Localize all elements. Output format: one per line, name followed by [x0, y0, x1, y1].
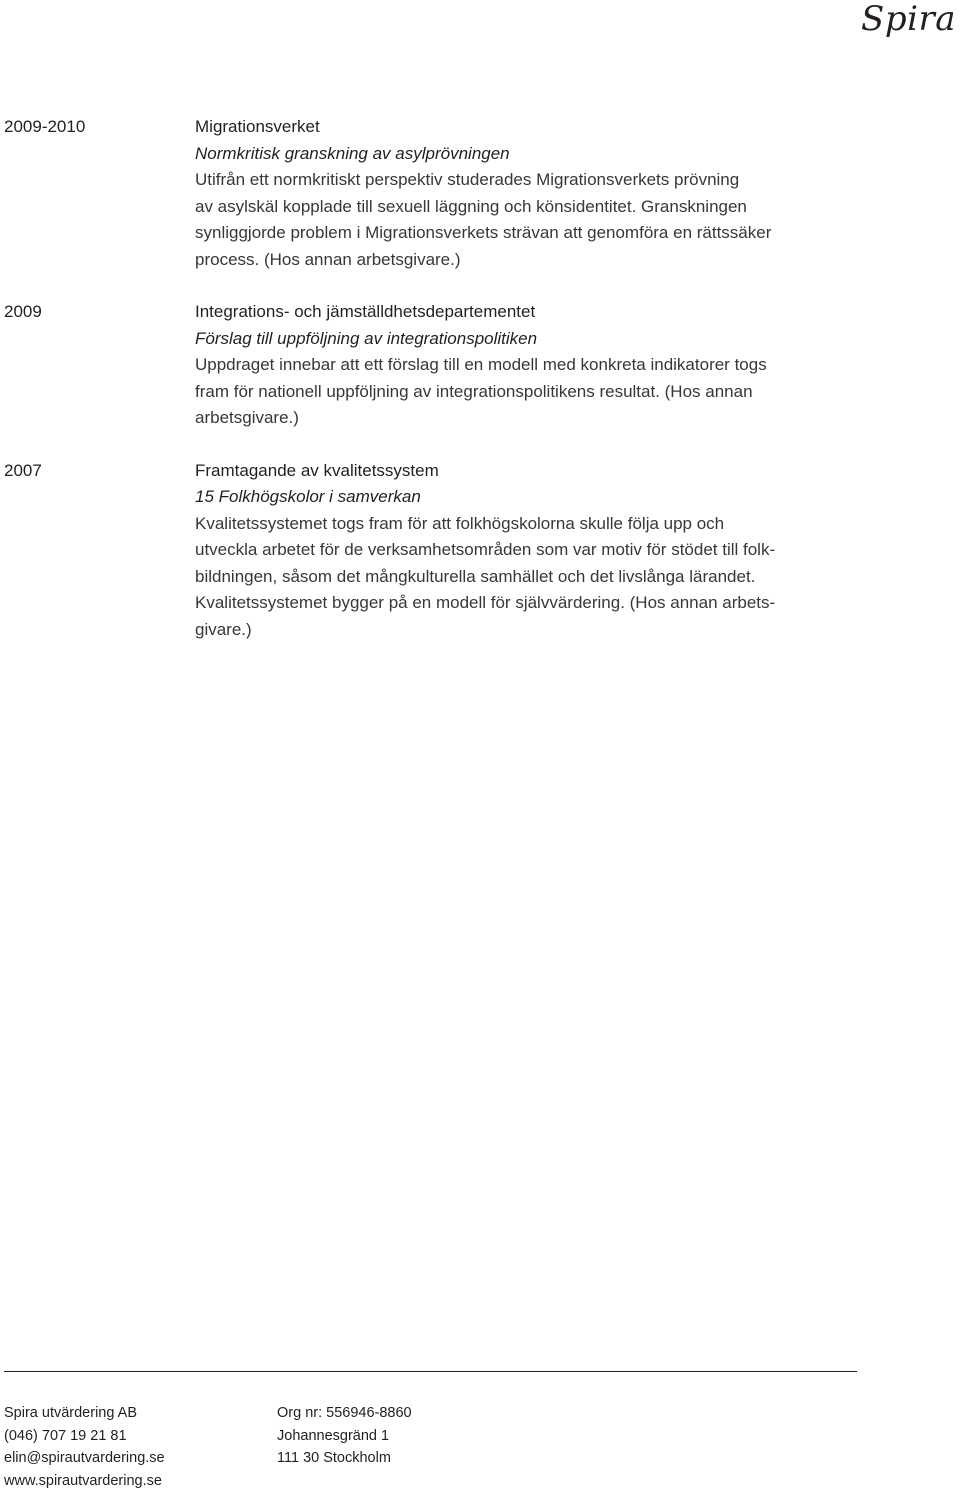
description-line: fram för nationell uppföljning av integrationspolitikens resultat. (Hos annan	[195, 381, 753, 401]
project-description	[195, 511, 855, 644]
company-name: Spira utvärdering AB	[4, 1405, 137, 1421]
description-line: synliggjorde problem i Migrationsverkets strävan att genomföra en rättssäker	[195, 223, 772, 242]
project-description	[195, 352, 855, 432]
project-description	[195, 167, 855, 273]
email-link[interactable]: elin@spirautvardering.se	[4, 1450, 165, 1466]
project-subtitle: 15 Folkhögskolor i samverkan	[195, 487, 421, 506]
street-address: Johannesgränd 1	[277, 1427, 390, 1444]
website-link[interactable]: www.spirautvardering.se	[4, 1472, 162, 1489]
footer-contact	[4, 1402, 165, 1492]
project-list	[0, 114, 960, 669]
project-subtitle: Förslag till uppföljning av integrationspolitiken	[195, 328, 538, 348]
project-subtitle: Normkritisk granskning av asylprövningen	[195, 143, 510, 163]
project-entry	[0, 114, 960, 273]
description-line: Kvalitetssystemet togs fram för att folkhögskolorna skulle följa upp och	[195, 513, 725, 533]
project-title: Integrations- och jämställdhetsdepartementet	[195, 302, 536, 321]
description-line: Kvalitetssystemet bygger på en modell för självvärdering. (Hos annan arbets-	[195, 593, 776, 612]
description-line: Uppdraget innebar att ett förslag till en modell med konkreta indikatorer togs	[195, 355, 767, 374]
project-body	[195, 299, 855, 432]
project-year: 2009-2010	[4, 117, 86, 136]
project-entry	[0, 299, 960, 432]
project-entry	[0, 458, 960, 644]
project-title: Framtagande av kvalitetssystem	[195, 460, 439, 480]
org-number: Org nr: 556946-8860	[277, 1405, 412, 1421]
project-title: Migrationsverket	[195, 117, 320, 136]
project-year: 2009	[4, 302, 42, 321]
description-line: av asylskäl kopplade till sexuell läggning och könsidentitet. Granskningen	[195, 196, 747, 216]
spira-logo: Spira	[861, 0, 956, 39]
footer-divider	[4, 1371, 857, 1372]
phone-number: (046) 707 19 21 81	[4, 1427, 127, 1444]
postal-city: 111 30 Stockholm	[277, 1450, 391, 1466]
description-line: bildningen, såsom det mångkulturella samhället och det livslånga lärandet.	[195, 566, 756, 586]
project-year: 2007	[4, 460, 42, 480]
description-line: arbetsgivare.)	[195, 408, 299, 427]
footer-address	[277, 1402, 412, 1470]
description-line: process. (Hos annan arbetsgivare.)	[195, 249, 461, 269]
project-body	[195, 458, 855, 644]
description-line: givare.)	[195, 619, 252, 639]
description-line: utveckla arbetet för de verksamhetsområden som var motiv för stödet till folk-	[195, 540, 776, 559]
description-line: Utifrån ett normkritiskt perspektiv studerades Migrationsverkets prövning	[195, 170, 740, 189]
project-body	[195, 114, 855, 273]
